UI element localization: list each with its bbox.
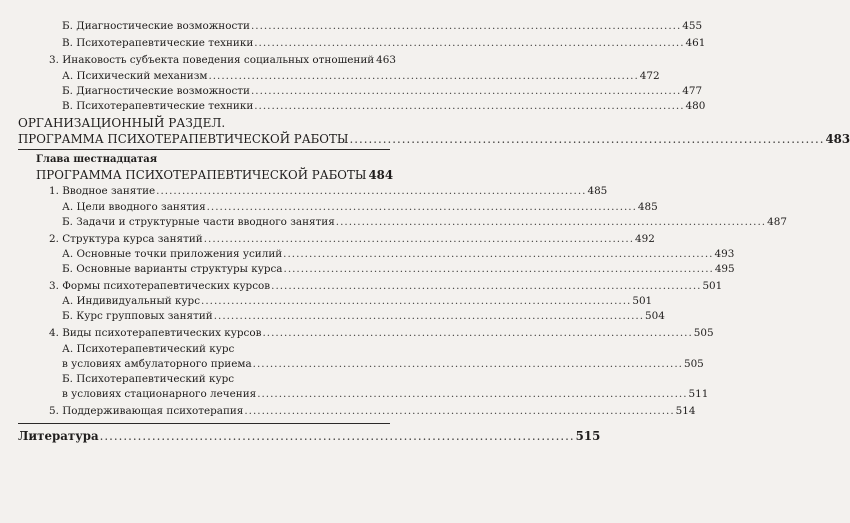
entry-page: 485 [637,201,658,213]
divider-line [18,423,390,424]
toc-entry [49,326,714,340]
toc-entry [62,294,653,308]
entry-title: А. Психотерапевтический курс [62,343,235,355]
entry-title: 5. Поддерживающая психотерапия [49,405,244,417]
toc-entry [49,279,723,293]
entry-page: 501 [632,295,653,307]
dot-leader: .................................................................................................... [201,295,632,307]
entry-page: 472 [639,70,660,82]
entry-title: 3. Формы психотерапевтических курсов [49,280,271,292]
entry-page: 492 [635,233,655,245]
toc-entry [62,387,709,401]
entry-page: 504 [645,310,665,322]
dot-leader: .................................................................................................... [271,280,702,292]
entry-page: 511 [688,388,709,400]
entry-page: 484 [368,168,394,182]
dot-leader: .................................................................................................... [283,248,714,260]
toc-entry [62,309,665,323]
dot-leader: .................................................................................................... [206,201,637,213]
toc-entry [18,131,850,147]
entry-page: 477 [682,85,703,97]
dot-leader: .................................................................................................... [208,70,639,82]
entry-title: Б. Курс групповых занятий [62,310,213,322]
dot-leader: .................................................................................................... [262,327,693,339]
chapter-label: Глава шестнадцатая [36,154,158,165]
dot-leader: .................................................................................................... [203,233,635,245]
entry-title: 2. Структура курса занятий [49,233,203,245]
dot-leader: .................................................................................................... [335,216,767,228]
entry-title: в условиях амбулаторного приема [62,358,252,370]
entry-page: 514 [675,405,696,417]
dot-leader: .................................................................................................... [244,405,675,417]
toc-entry [36,167,394,183]
entry-title: 4. Виды психотерапевтических курсов [49,327,262,339]
toc-entry [62,69,660,83]
entry-page: 461 [685,37,706,49]
dot-leader: .................................................................................................... [156,185,587,197]
entry-title: 1. Вводное занятие [49,185,156,197]
section-heading: ОРГАНИЗАЦИОННЫЙ РАЗДЕЛ. [18,116,226,130]
entry-page: 515 [575,429,601,443]
entry-page: 495 [714,263,735,275]
dot-leader: .................................................................................................... [99,429,575,443]
entry-title: Б. Диагностические возможности [62,20,250,32]
dot-leader: .................................................................................................... [250,85,682,97]
dot-leader: .................................................................................................... [250,20,682,32]
dot-leader: .................................................................................................... [349,132,825,146]
entry-title: А. Цели вводного занятия [62,201,206,213]
entry-title: ПРОГРАММА ПСИХОТЕРАПЕВТИЧЕСКОЙ РАБОТЫ [18,132,349,146]
entry-title: ПРОГРАММА ПСИХОТЕРАПЕВТИЧЕСКОЙ РАБОТЫ [36,168,367,182]
entry-page: 480 [685,100,706,112]
toc-entry [62,19,703,33]
entry-page: 501 [702,280,723,292]
toc-entry [49,232,655,246]
entry-title: В. Психотерапевтические техники [62,100,254,112]
entry-page: 493 [714,248,735,260]
entry-page: 505 [683,358,704,370]
toc-entry [62,262,735,276]
toc-entry [62,215,787,229]
entry-page: 463 [376,54,397,66]
entry-page: 455 [682,20,703,32]
toc-entry [62,200,658,214]
entry-title: Б. Основные варианты структуры курса [62,263,283,275]
toc-entry [62,247,735,261]
toc-entry [62,36,706,50]
entry-page: 505 [693,327,714,339]
divider-line [18,149,390,150]
dot-leader: .................................................................................................... [257,388,688,400]
toc-entry [49,404,696,418]
entry-title: В. Психотерапевтические техники [62,37,254,49]
entry-title: Б. Диагностические возможности [62,85,250,97]
toc-entry [18,428,601,444]
toc-entry [62,99,706,113]
toc-entry [49,184,608,198]
dot-leader: .................................................................................................... [254,37,685,49]
dot-leader: .................................................................................................... [254,100,685,112]
entry-page: 485 [587,185,608,197]
toc-entry [49,53,397,67]
entry-title: А. Психический механизм [62,70,208,82]
entry-title: Литература [18,429,99,443]
entry-title: 3. Инаковость субъекта поведения социальных отношений [49,54,375,66]
entry-title: Б. Психотерапевтический курс [62,373,235,385]
toc-entry [62,84,703,98]
entry-title: в условиях стационарного лечения [62,388,257,400]
entry-page: 487 [767,216,787,228]
dot-leader: .................................................................................................... [252,358,683,370]
entry-title: А. Индивидуальный курс [62,295,201,307]
toc-entry [62,357,704,371]
dot-leader: .................................................................................................... [283,263,714,275]
entry-title: А. Основные точки приложения усилий [62,248,283,260]
dot-leader: .................................................................................................... [213,310,645,322]
entry-title: Б. Задачи и структурные части вводного занятия [62,216,335,228]
entry-page: 483 [825,132,850,146]
